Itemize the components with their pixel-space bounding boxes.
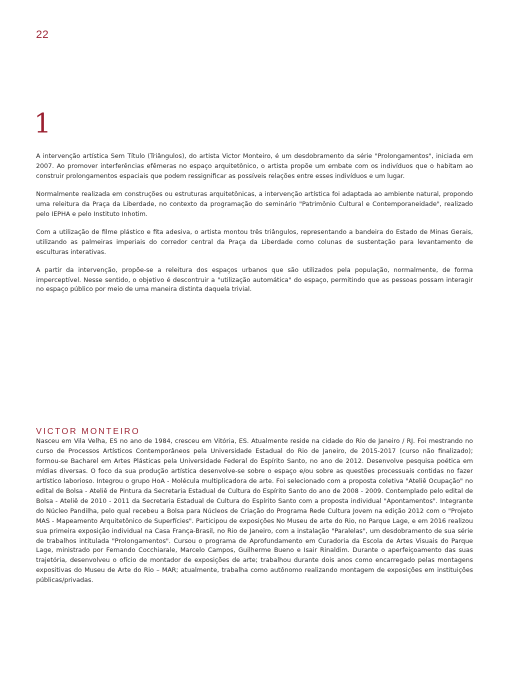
intro-paragraph: A partir da intervenção, propõe-se a releitura dos espaços urbanos que são utilizados pela população, normalmente, de forma imperceptível. Nesse sentido, o objetivo é descontruir a "utilização automática" do espaço, permitindo que as pessoas possam interagir no espaço público por meio de uma maneira distinta daquela trivial. (36, 266, 473, 294)
bio-text (36, 437, 473, 594)
page-number: 22 (36, 29, 49, 41)
intro-paragraph: Normalmente realizada em construções ou estruturas arquitetônicas, a intervenção artística foi adaptada ao ambiente natural, propondo uma releitura da Praça da Liberdade, no contexto da programação do seminário "Patrimônio Cultural e Contemporaneidade", realizado pelo IEPHA e pelo Instituto Inhotim. (36, 190, 473, 218)
bio-heading: VICTOR MONTEIRO (36, 426, 141, 436)
intro-paragraph: Com a utilização de filme plástico e fita adesiva, o artista montou três triângulos, representando a bandeira do Estado de Minas Gerais, utilizando as palmeiras imperiais do corredor central da Praça da Liberdade como colunas de sustentação para levantamento de esculturas interativas. (36, 228, 473, 256)
intro-paragraph: A intervenção artística Sem Título (Triângulos), do artista Victor Monteiro, é um desdobramento da série "Prolongamentos", iniciada em 2007. Ao promover interferências efêmeras no espaço arquitetônico, o artista propõe um embate com os indivíduos que o habitam ao construir prolongamentos espaciais que podem ressignificar as possíveis relações entre esses indivíduos e um lugar. (36, 153, 473, 180)
bio-paragraph: Nasceu em Vila Velha, ES no ano de 1984, cresceu em Vitória, ES. Atualmente reside na cidade do Rio de Janeiro / RJ. Foi mestrando no curso de Processos Artísticos Contemporâneos pela Universidade Estadual do Rio de Janeiro, de 2015-2017 (curso não finalizado); formou-se Bacharel em Artes Plásticas pela Universidade Federal do Espírito Santo, no ano de 2012. Desenvolve pesquisa poética em mídias diversas. O foco da sua produção artística desenvolve-se sobre o espaço e/ou sobre as questões processuais contidas no fazer artístico laborioso. Integrou o grupo HoA - Molécula multiplicadora de arte. Foi selecionado com a proposta coletiva "Ateliê Ocupação" no edital de Bolsa - Ateliê de Pintura da Secretaria Estadual de Cultura do Espírito Santo do ano de 2008 - 2009. Contemplado pelo edital de Bolsa - Ateliê de 2010 - 2011 da Secretaria Estadual de Cultura do Espírito Santo com a proposta individual "Apontamentos". Integrante do Núcleo Pandilha, pelo qual recebeu a Bolsa para Núcleos de Criação do Programa Rede Cultura Jovem na edição 2012 com o "Projeto MAS - Mapeamento Arquitetônico de Superfícies". Participou de exposições No Museu de arte do Rio, no Parque Lage, e em 2016 realizou sua primeira exposição individual na Casa França-Brasil, no Rio de Janeiro, com a instalação "Paralelas", um desdobramento de sua série de trabalhos intitulada "Prolongamentos". Cursou o programa de Aprofundamento em Curadoria da Escola de Artes Visuais do Parque Lage, ministrado por Fernando Cocchiarale, Marcelo Campos, Guilherme Bueno e Isair Rinaldim. Durante o aperfeiçoamento das suas trajetória, desenvolveu o ofício de montador de exposições de arte; trabalhou durante dois anos como encarregado pelas montagens expositivas do Museu de Arte do Rio – MAR; atualmente, trabalha como autônomo realizando montagem de exposições em instituições públicas/privadas. (36, 438, 473, 585)
chapter-number: 1 (34, 109, 52, 140)
intro-text (36, 152, 473, 303)
